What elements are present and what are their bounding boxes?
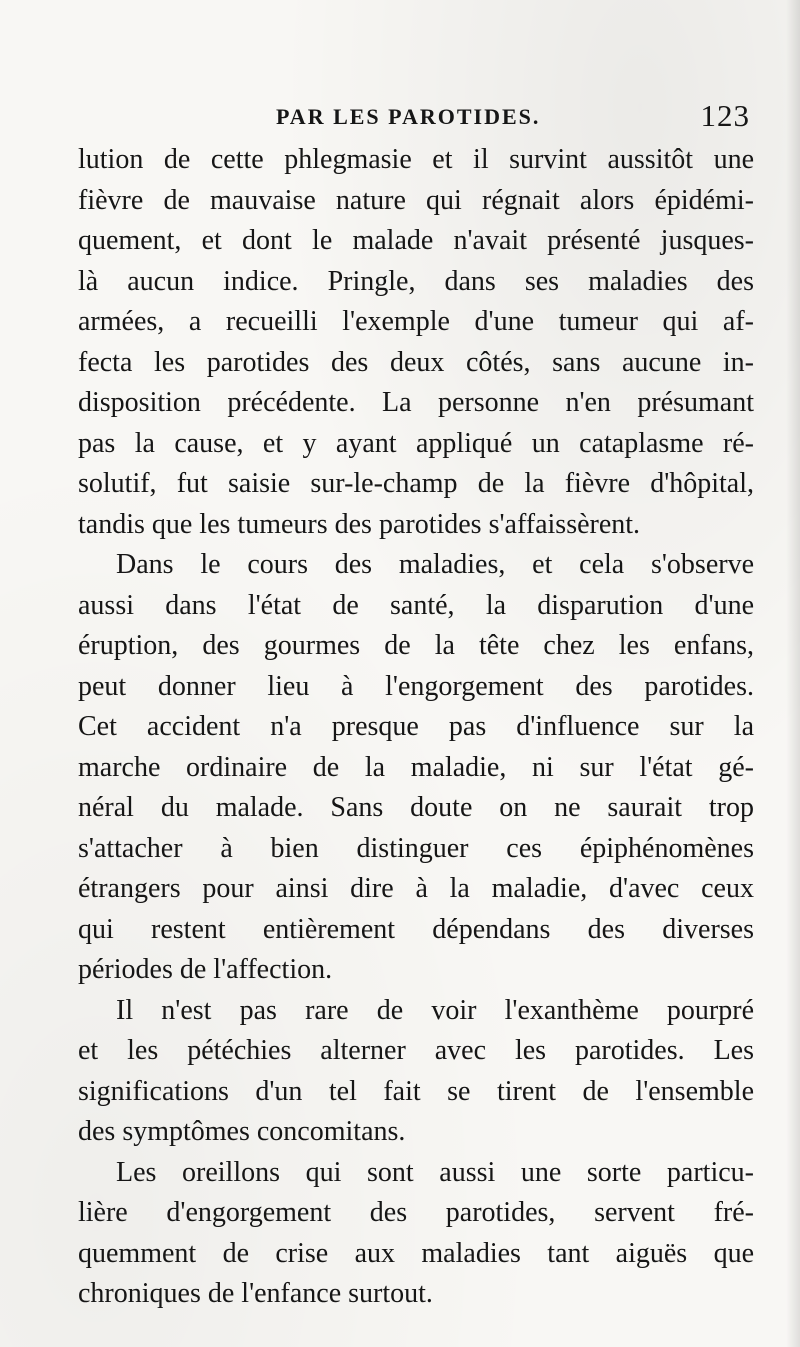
text-line: fièvre de mauvaise nature qui régnait alors épidémi- xyxy=(78,184,754,216)
text-line: quemment de crise aux maladies tant aiguës que xyxy=(78,1237,754,1269)
text-line: néral du malade. Sans doute on ne saurait trop xyxy=(78,792,754,823)
text-line: lière d'engorgement des parotides, servent fré- xyxy=(78,1197,754,1228)
running-head xyxy=(0,98,800,144)
text-line: fecta les parotides des deux côtés, sans aucune in- xyxy=(78,346,754,378)
text-line: s'attacher à bien distinguer ces épiphénomènes xyxy=(78,832,754,864)
text-line: armées, a recueilli l'exemple d'une tumeur qui af- xyxy=(78,306,754,337)
page-number: 123 xyxy=(700,98,750,133)
text-line: étrangers pour ainsi dire à la maladie, d'avec ceux xyxy=(78,873,754,904)
text-line: éruption, des gourmes de la tête chez les enfans, xyxy=(78,630,754,661)
text-line: Cet accident n'a presque pas d'influence sur la xyxy=(78,711,754,742)
text-line: quement, et dont le malade n'avait présenté jusques- xyxy=(78,225,754,256)
body-text xyxy=(78,140,754,1315)
text-line: significations d'un tel fait se tirent de l'ensemble xyxy=(78,1075,754,1107)
text-line: là aucun indice. Pringle, dans ses maladies des xyxy=(78,265,754,297)
text-line: tandis que les tumeurs des parotides s'affaissèrent. xyxy=(78,508,641,540)
text-line: peut donner lieu à l'engorgement des parotides. xyxy=(78,670,754,702)
paragraph-first-line: Dans le cours des maladies, et cela s'observe xyxy=(116,549,754,580)
text-line: disposition précédente. La personne n'en présumant xyxy=(78,387,754,418)
text-line: des symptômes concomitans. xyxy=(78,1116,406,1147)
text-line: lution de cette phlegmasie et il survint aussitôt une xyxy=(78,144,754,175)
text-line: marche ordinaire de la maladie, ni sur l'état gé- xyxy=(78,751,754,783)
text-line: qui restent entièrement dépendans des diverses xyxy=(78,913,754,945)
text-line: solutif, fut saisie sur-le-champ de la fièvre d'hôpital, xyxy=(78,468,754,499)
text-line: chroniques de l'enfance surtout. xyxy=(78,1278,433,1309)
paragraph-first-line: Il n'est pas rare de voir l'exanthème pourpré xyxy=(116,994,754,1026)
text-line: pas la cause, et y ayant appliqué un cataplasme ré- xyxy=(78,427,754,459)
text-line: et les pétéchies alterner avec les parotides. Les xyxy=(78,1035,754,1066)
text-line: aussi dans l'état de santé, la disparution d'une xyxy=(78,589,754,621)
paragraph-first-line: Les oreillons qui sont aussi une sorte particu- xyxy=(116,1156,754,1188)
running-title: PAR LES PAROTIDES. xyxy=(276,104,541,129)
text-line: périodes de l'affection. xyxy=(78,954,333,985)
